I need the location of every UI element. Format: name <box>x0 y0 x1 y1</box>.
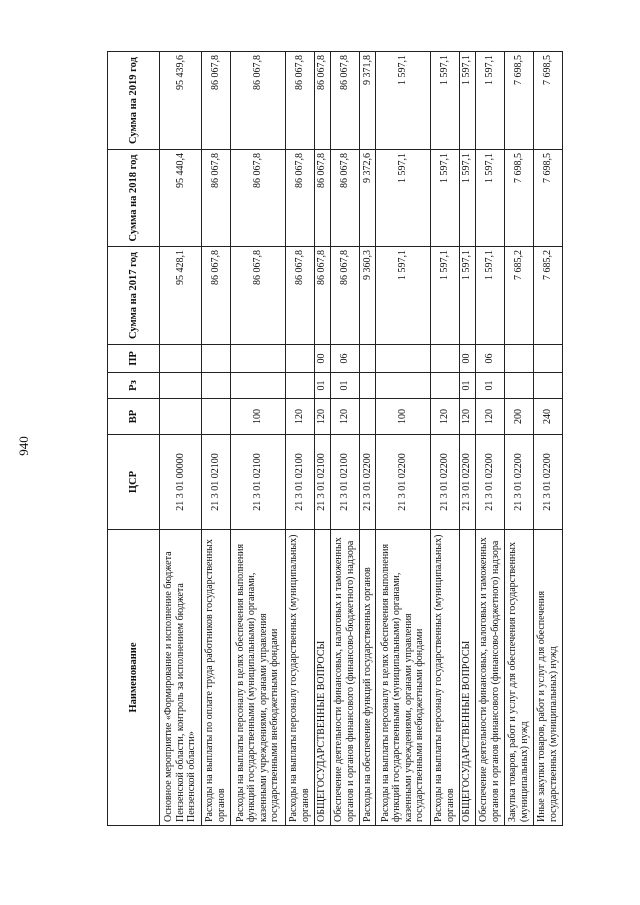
cell-2018: 86 067,8 <box>330 150 359 247</box>
cell-rz: 01 <box>459 373 475 399</box>
cell-2019: 86 067,8 <box>330 52 359 150</box>
cell-rz <box>359 373 375 399</box>
cell-pr <box>504 345 533 373</box>
cell-pr <box>230 345 285 373</box>
cell-2019: 7 698,5 <box>504 52 533 150</box>
table-row <box>285 52 314 826</box>
header-2017: Сумма на 2017 год <box>108 247 160 345</box>
cell-2019: 9 371,8 <box>359 52 375 150</box>
header-2019: Сумма на 2019 год <box>108 52 160 150</box>
cell-2017: 95 428,1 <box>160 247 202 345</box>
cell-rz <box>533 373 562 399</box>
table-row <box>330 52 359 826</box>
cell-2018: 7 698,5 <box>533 150 562 247</box>
cell-csr: 21 3 01 02200 <box>475 435 504 530</box>
cell-2017: 1 597,1 <box>430 247 459 345</box>
cell-name: Закупка товаров, работ и услуг для обеспечения государственных (муниципальных) нужд <box>504 530 533 826</box>
cell-2017: 1 597,1 <box>475 247 504 345</box>
cell-vr: 240 <box>533 399 562 435</box>
cell-rz: 01 <box>475 373 504 399</box>
cell-csr: 21 3 01 02200 <box>359 435 375 530</box>
cell-pr <box>285 345 314 373</box>
cell-name: Расходы на выплаты персоналу государственных (муниципальных) органов <box>430 530 459 826</box>
cell-csr: 21 3 01 02200 <box>375 435 430 530</box>
cell-rz <box>375 373 430 399</box>
cell-csr: 21 3 01 00000 <box>160 435 202 530</box>
cell-2017: 86 067,8 <box>285 247 314 345</box>
cell-2019: 86 067,8 <box>230 52 285 150</box>
cell-csr: 21 3 01 02200 <box>533 435 562 530</box>
cell-2019: 1 597,1 <box>375 52 430 150</box>
cell-2017: 7 685,2 <box>504 247 533 345</box>
rotated-page-content <box>107 52 563 826</box>
cell-pr: 00 <box>459 345 475 373</box>
cell-2017: 86 067,8 <box>201 247 230 345</box>
cell-name: Расходы на выплаты персоналу в целях обеспечения выполнения функций государственными (муниципальными) органами, казенными учреждениями, органами управления государственными внебюджетными фондами <box>375 530 430 826</box>
table-row <box>201 52 230 826</box>
cell-vr: 120 <box>459 399 475 435</box>
cell-csr: 21 3 01 02100 <box>285 435 314 530</box>
cell-vr: 100 <box>230 399 285 435</box>
cell-pr <box>359 345 375 373</box>
cell-rz <box>230 373 285 399</box>
cell-2019: 86 067,8 <box>314 52 330 150</box>
cell-2018: 1 597,1 <box>459 150 475 247</box>
cell-vr: 120 <box>285 399 314 435</box>
cell-2019: 1 597,1 <box>459 52 475 150</box>
cell-2018: 86 067,8 <box>230 150 285 247</box>
table-body <box>160 52 563 826</box>
table-row <box>475 52 504 826</box>
table-row <box>160 52 202 826</box>
table-row <box>375 52 430 826</box>
cell-vr <box>359 399 375 435</box>
cell-rz <box>285 373 314 399</box>
cell-pr <box>160 345 202 373</box>
cell-name: ОБЩЕГОСУДАРСТВЕННЫЕ ВОПРОСЫ <box>314 530 330 826</box>
cell-pr <box>533 345 562 373</box>
table-header-row <box>108 52 160 826</box>
cell-rz <box>430 373 459 399</box>
cell-name: Расходы на выплаты персоналу в целях обеспечения выполнения функций государственными (муниципальными) органами, казенными учреждениями, органами управления государственными внебюджетными фондами <box>230 530 285 826</box>
header-pr: ПР <box>108 345 160 373</box>
table-row <box>314 52 330 826</box>
cell-vr: 120 <box>430 399 459 435</box>
cell-rz <box>160 373 202 399</box>
table-row <box>359 52 375 826</box>
header-rz: Рз <box>108 373 160 399</box>
cell-rz: 01 <box>330 373 359 399</box>
header-csr: ЦСР <box>108 435 160 530</box>
cell-name: Расходы на выплаты по оплате труда работников государственных органов <box>201 530 230 826</box>
cell-csr: 21 3 01 02100 <box>230 435 285 530</box>
table-row <box>430 52 459 826</box>
header-2018: Сумма на 2018 год <box>108 150 160 247</box>
cell-2018: 7 698,5 <box>504 150 533 247</box>
cell-pr: 06 <box>475 345 504 373</box>
cell-2019: 1 597,1 <box>475 52 504 150</box>
cell-2018: 86 067,8 <box>285 150 314 247</box>
cell-pr <box>430 345 459 373</box>
cell-csr: 21 3 01 02100 <box>330 435 359 530</box>
cell-2019: 1 597,1 <box>430 52 459 150</box>
table-row <box>230 52 285 826</box>
cell-2017: 86 067,8 <box>314 247 330 345</box>
cell-name: Основное мероприятие «Формирование и исполнение бюджета Пензенской области, контроль за исполнением бюджета Пензенской области» <box>160 530 202 826</box>
cell-csr: 21 3 01 02100 <box>314 435 330 530</box>
cell-2017: 1 597,1 <box>459 247 475 345</box>
cell-2018: 1 597,1 <box>430 150 459 247</box>
cell-pr <box>201 345 230 373</box>
cell-2018: 86 067,8 <box>201 150 230 247</box>
cell-rz: 01 <box>314 373 330 399</box>
table-row <box>459 52 475 826</box>
table-row <box>533 52 562 826</box>
cell-vr: 100 <box>375 399 430 435</box>
cell-csr: 21 3 01 02200 <box>459 435 475 530</box>
cell-pr: 06 <box>330 345 359 373</box>
cell-2018: 86 067,8 <box>314 150 330 247</box>
header-name: Наименование <box>108 530 160 826</box>
cell-name: Расходы на обеспечение функций государственных органов <box>359 530 375 826</box>
cell-vr: 120 <box>314 399 330 435</box>
cell-name: Иные закупки товаров, работ и услуг для обеспечения государственных (муниципальных) нужд <box>533 530 562 826</box>
cell-2017: 86 067,8 <box>230 247 285 345</box>
cell-name: ОБЩЕГОСУДАРСТВЕННЫЕ ВОПРОСЫ <box>459 530 475 826</box>
cell-2017: 9 360,3 <box>359 247 375 345</box>
cell-vr <box>201 399 230 435</box>
cell-rz <box>201 373 230 399</box>
cell-pr <box>375 345 430 373</box>
cell-2018: 95 440,4 <box>160 150 202 247</box>
cell-vr: 200 <box>504 399 533 435</box>
cell-vr <box>160 399 202 435</box>
cell-2018: 1 597,1 <box>375 150 430 247</box>
cell-name: Обеспечение деятельности финансовых, налоговых и таможенных органов и органов финансового (финансово-бюджетного) надзора <box>475 530 504 826</box>
budget-table <box>107 51 563 826</box>
cell-2019: 86 067,8 <box>285 52 314 150</box>
cell-pr: 00 <box>314 345 330 373</box>
cell-2017: 1 597,1 <box>375 247 430 345</box>
cell-2017: 7 685,2 <box>533 247 562 345</box>
cell-name: Обеспечение деятельности финансовых, налоговых и таможенных органов и органов финансового (финансово-бюджетного) надзора <box>330 530 359 826</box>
cell-csr: 21 3 01 02200 <box>430 435 459 530</box>
cell-vr: 120 <box>330 399 359 435</box>
cell-name: Расходы на выплаты персоналу государственных (муниципальных) органов <box>285 530 314 826</box>
cell-2019: 7 698,5 <box>533 52 562 150</box>
cell-csr: 21 3 01 02100 <box>201 435 230 530</box>
cell-2017: 86 067,8 <box>330 247 359 345</box>
page-number: 940 <box>16 436 31 456</box>
cell-2018: 1 597,1 <box>475 150 504 247</box>
cell-csr: 21 3 01 02200 <box>504 435 533 530</box>
header-vr: ВР <box>108 399 160 435</box>
table-row <box>504 52 533 826</box>
cell-2019: 86 067,8 <box>201 52 230 150</box>
cell-rz <box>504 373 533 399</box>
cell-2018: 9 372,6 <box>359 150 375 247</box>
cell-2019: 95 439,6 <box>160 52 202 150</box>
cell-vr: 120 <box>475 399 504 435</box>
